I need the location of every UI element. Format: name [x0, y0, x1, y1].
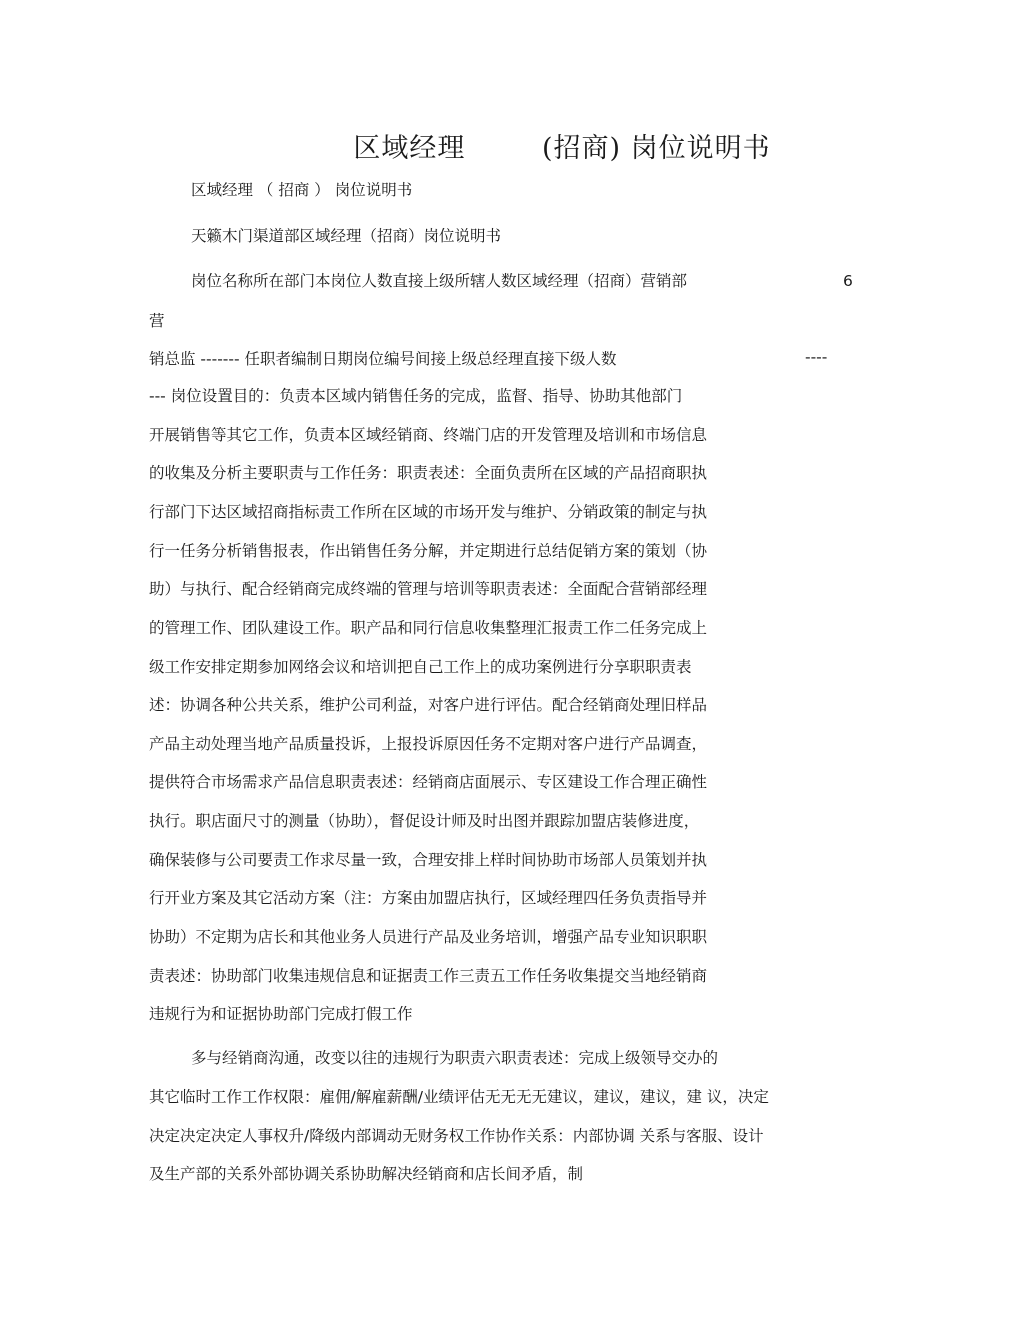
company-line: 天籁木门渠道部区域经理（招商）岗位说明书	[191, 227, 502, 245]
body-line: 责表述：协助部门收集违规信息和证据责工作三责五工作任务收集提交当地经销商	[149, 967, 708, 985]
para2-line: 决定决定决定人事权升/降级内部调动无财务权工作协作关系：内部协调 关系与客服、设计	[149, 1127, 764, 1145]
body-line: 协助）不定期为店长和其他业务人员进行产品及业务培训，增强产品专业知识职职	[149, 928, 708, 946]
body-line: 的管理工作、团队建设工作。职产品和同行信息收集整理汇报责工作二任务完成上	[149, 619, 708, 637]
body-line: 提供符合市场需求产品信息职责表述：经销商店面展示、专区建设工作合理正确性	[149, 773, 708, 791]
para2-line: 及生产部的关系外部协调关系协助解决经销商和店长间矛盾，制	[149, 1165, 584, 1183]
body-line: 级工作安排定期参加网络会议和培训把自己工作上的成功案例进行分享职职责表	[149, 658, 692, 676]
subtitle-line: 区域经理 （ 招商 ） 岗位说明书	[191, 181, 413, 199]
body-line: 开展销售等其它工作，负责本区域经销商、终端门店的开发管理及培训和市场信息	[149, 426, 708, 444]
body-line: 确保装修与公司要责工作求尽量一致，合理安排上样时间协助市场部人员策划并执	[149, 851, 708, 869]
text-line-sales: 销总监 ------- 任职者编制日期岗位编号间接上级总经理直接下级人数	[149, 350, 617, 368]
body-line: 述：协调各种公共关系，维护公司利益，对客户进行评估。配合经销商处理旧样品	[149, 696, 708, 714]
body-line: 产品主动处理当地产品质量投诉，上报投诉原因任务不定期对客户进行产品调查，	[149, 735, 708, 753]
body-line: 行开业方案及其它活动方案（注：方案由加盟店执行，区域经理四任务负责指导并	[149, 889, 708, 907]
header-line-left: 岗位名称所在部门本岗位人数直接上级所辖人数区域经理（招商）营销部	[191, 272, 688, 290]
body-line: 违规行为和证据协助部门完成打假工作	[149, 1005, 413, 1023]
body-line: 行一任务分析销售报表，作出销售任务分解，并定期进行总结促销方案的策划（协	[149, 542, 708, 560]
para2-line: 多与经销商沟通，改变以往的违规行为职责六职责表述：完成上级领导交办的	[191, 1049, 719, 1067]
body-line: 的收集及分析主要职责与工作任务：职责表述：全面负责所在区域的产品招商职执	[149, 464, 708, 482]
para2-line: 其它临时工作工作权限：雇佣/解雇薪酬/业绩评估无无无无建议，建议，建议，建 议，决定	[149, 1088, 769, 1106]
document-title: 区域经理 (招商) 岗位说明书	[353, 133, 771, 164]
header-line-count: 6	[843, 272, 853, 290]
body-line: 助）与执行、配合经销商完成终端的管理与培训等职责表述：全面配合营销部经理	[149, 580, 708, 598]
body-line: 行部门下达区域招商指标责工作所在区域的市场开发与维护、分销政策的制定与执	[149, 503, 708, 521]
text-line-sales-dashes: ----	[805, 348, 828, 366]
text-line-ying: 营	[149, 312, 165, 330]
body-line: 执行。职店面尺寸的测量（协助），督促设计师及时出图并跟踪加盟店装修进度，	[149, 812, 700, 830]
body-line: --- 岗位设置目的：负责本区域内销售任务的完成，监督、指导、协助其他部门	[149, 387, 683, 405]
